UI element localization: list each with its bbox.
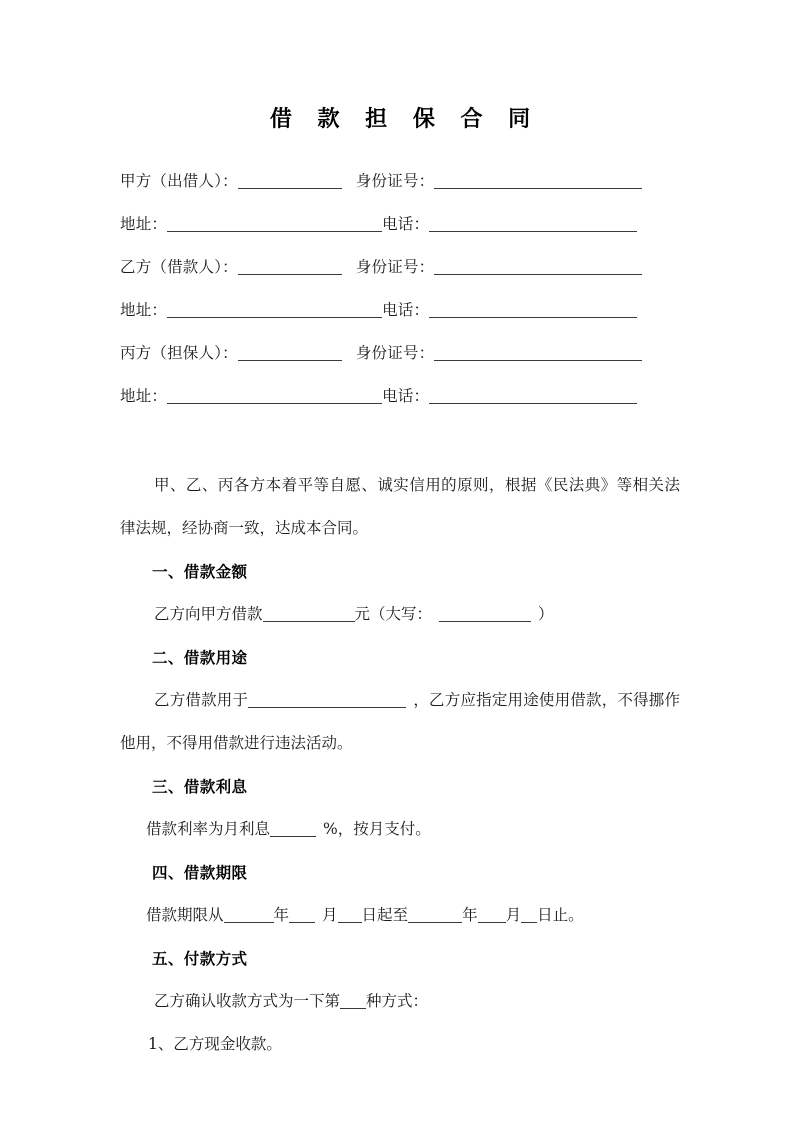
loan-end-year-input[interactable] [408,907,462,923]
payment-method-item-1: 1、乙方现金收款。 [148,1035,282,1053]
section-body-4 [120,894,680,937]
party-role-label-bingfang: 丙方（担保人）： [120,344,238,362]
payment-method-option-input[interactable] [340,993,366,1009]
party-row-yifang-name [120,246,680,289]
party-phone-label-bingfang: 电话： [382,387,430,405]
section-heading-1: 一、借款金额 [152,562,248,581]
party-id-input-jiafang[interactable] [434,173,642,189]
loan-start-year-input[interactable] [224,907,274,923]
section-heading-3: 三、借款利息 [152,777,248,796]
section-heading-5: 五、付款方式 [152,949,248,968]
loan-purpose-input[interactable] [248,692,406,708]
loan-amount-suffix: ） [538,605,554,623]
preamble-paragraph: 甲、乙、丙各方本着平等自愿、诚实信用的原则，根据《民法典》等相关法律法规，经协商一致，达成本合同。 [120,476,680,537]
loan-start-month-input[interactable] [289,907,315,923]
party-name-input-jiafang[interactable] [238,173,342,189]
loan-amount-prefix: 乙方向甲方借款 [154,605,263,623]
party-phone-input-jiafang[interactable] [429,216,637,232]
party-phone-input-yifang[interactable] [429,302,637,318]
party-address-input-jiafang[interactable] [167,216,382,232]
loan-end-month-input[interactable] [478,907,506,923]
loan-term-prefix: 借款期限从 [146,906,224,924]
loan-start-day-input[interactable] [338,907,362,923]
payment-method-suffix: 种方式： [366,992,429,1010]
loan-end-day-input[interactable] [521,907,537,923]
contract-body [120,464,680,1066]
party-id-input-yifang[interactable] [434,259,642,275]
party-id-label-bingfang: 身份证号： [355,344,435,362]
loan-term-month2-label: 月 [505,906,522,924]
loan-purpose-prefix: 乙方借款用于 [154,691,249,709]
parties-block [120,160,680,418]
party-name-input-yifang[interactable] [238,259,342,275]
party-address-input-bingfang[interactable] [167,388,382,404]
loan-term-year-label: 年 [273,906,290,924]
party-role-label-yifang: 乙方（借款人）： [120,258,238,276]
loan-purpose-suffix: ，乙方应指定用途使用借款，不得挪作他用，不得用借款进行违法活动。 [120,691,680,752]
loan-term-year2-label: 年 [462,906,478,924]
loan-term-suffix: 日止。 [537,906,584,924]
loan-term-month-label: 月 [322,906,338,924]
loan-amount-uppercase-input[interactable] [439,606,531,622]
party-role-label-jiafang: 甲方（出借人）： [120,172,238,190]
party-row-bingfang-name [120,332,680,375]
loan-amount-mid: 元（大写： [354,605,433,623]
party-id-label-yifang: 身份证号： [355,258,435,276]
party-name-input-bingfang[interactable] [238,345,342,361]
page-title: 借 款 担 保 合 同 [269,106,540,132]
party-address-label-yifang: 地址： [120,301,168,319]
section-body-5 [120,980,680,1023]
party-address-input-yifang[interactable] [167,302,382,318]
payment-method-prefix: 乙方确认收款方式为一下第 [154,992,341,1010]
party-row-bingfang-address [120,375,680,418]
section-body-3 [120,808,680,851]
party-id-input-bingfang[interactable] [434,345,642,361]
party-address-label-bingfang: 地址： [120,387,168,405]
section-body-1 [120,593,680,636]
loan-amount-input[interactable] [263,606,355,622]
party-id-label-jiafang: 身份证号： [355,172,435,190]
party-phone-label-yifang: 电话： [382,301,430,319]
interest-rate-prefix: 借款利率为月利息 [146,820,271,838]
party-phone-input-bingfang[interactable] [429,388,637,404]
party-phone-label-jiafang: 电话： [382,215,430,233]
party-row-jiafang-address [120,203,680,246]
loan-term-to-label: 日起至 [361,906,409,924]
interest-rate-input[interactable] [270,821,316,837]
section-heading-4: 四、借款期限 [152,863,248,882]
party-row-jiafang-name [120,160,680,203]
interest-rate-suffix: %，按月支付。 [323,820,431,838]
section-heading-2: 二、借款用途 [152,648,248,667]
section-body-2 [120,679,680,765]
party-row-yifang-address [120,289,680,332]
party-address-label-jiafang: 地址： [120,215,168,233]
